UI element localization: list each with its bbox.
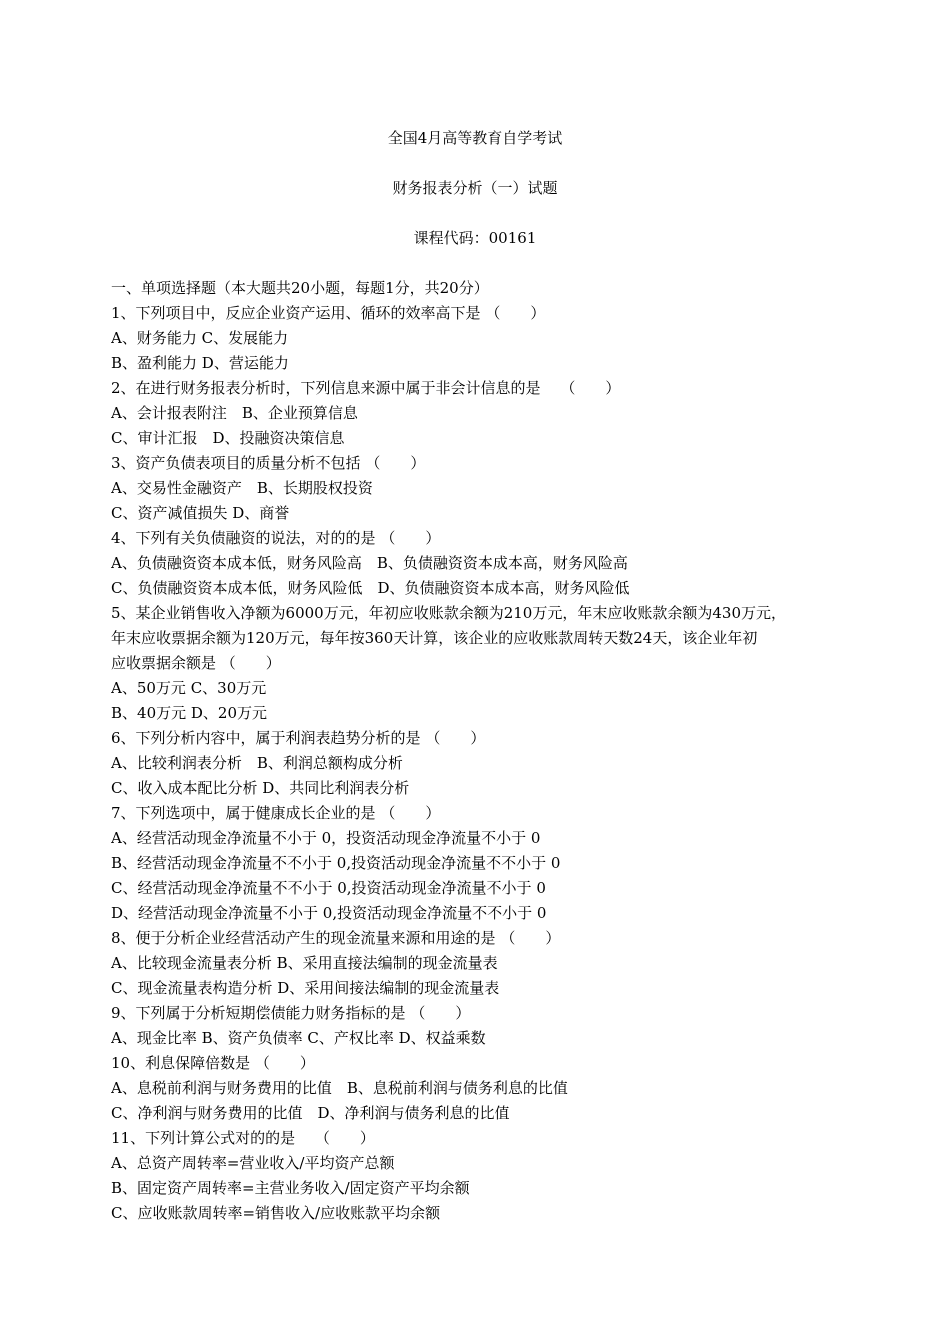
text-line: 9、下列属于分析短期偿债能力财务指标的是 （ ）	[111, 1004, 471, 1022]
text-line: 8、便于分析企业经营活动产生的现金流量来源和用途的是 （ ）	[111, 929, 561, 947]
text-line: A、50万元 C、30万元	[111, 679, 267, 697]
text-line: B、固定资产周转率=主营业务收入/固定资产平均余额	[111, 1179, 470, 1197]
text-line: 6、下列分析内容中，属于利润表趋势分析的是 （ ）	[111, 729, 486, 747]
text-line: C、现金流量表构造分析 D、采用间接法编制的现金流量表	[111, 979, 500, 997]
text-line: A、财务能力 C、发展能力	[111, 329, 289, 347]
text-line: A、经营活动现金净流量不小于 0，投资活动现金净流量不小于 0	[111, 829, 541, 847]
text-line: A、会计报表附注 B、企业预算信息	[111, 404, 358, 422]
text-line: C、审计汇报 D、投融资决策信息	[111, 429, 345, 447]
exam-questions	[111, 276, 871, 1226]
text-line: A、现金比率 B、资产负债率 C、产权比率 D、权益乘数	[111, 1029, 486, 1047]
text-line: 1、下列项目中，反应企业资产运用、循环的效率高下是 （ ）	[111, 304, 546, 322]
text-line: C、资产减值损失 D、商誉	[111, 504, 290, 522]
text-line: A、负债融资资本成本低，财务风险高 B、负债融资资本成本高，财务风险高	[111, 554, 628, 572]
text-line: B、40万元 D、20万元	[111, 704, 267, 722]
text-line: A、比较利润表分析 B、利润总额构成分析	[111, 754, 403, 772]
text-line: 11、下列计算公式对的的是 （ ）	[111, 1129, 375, 1147]
text-line: B、盈利能力 D、营运能力	[111, 354, 289, 372]
text-line: B、经营活动现金净流量不不小于 0,投资活动现金净流量不不小于 0	[111, 854, 561, 872]
text-line: C、负债融资资本成本低，财务风险低 D、负债融资资本成本高，财务风险低	[111, 579, 630, 597]
text-line: C、收入成本配比分析 D、共同比利润表分析	[111, 779, 410, 797]
text-line: A、比较现金流量表分析 B、采用直接法编制的现金流量表	[111, 954, 498, 972]
text-line: C、净利润与财务费用的比值 D、净利润与债务利息的比值	[111, 1104, 510, 1122]
text-line: 应收票据余额是 （ ）	[111, 654, 281, 672]
text-line: 5、某企业销售收入净额为6000万元，年初应收账款余额为210万元，年末应收账款余额为430万元，	[111, 604, 786, 622]
text-line: D、经营活动现金净流量不小于 0,投资活动现金净流量不不小于 0	[111, 904, 547, 922]
text-line: 一、单项选择题（本大题共20小题，每题1分，共20分）	[111, 279, 489, 297]
text-line: A、息税前利润与财务费用的比值 B、息税前利润与债务利息的比值	[111, 1079, 568, 1097]
text-line: C、经营活动现金净流量不不小于 0,投资活动现金净流量不小于 0	[111, 879, 546, 897]
text-line: C、应收账款周转率=销售收入/应收账款平均余额	[111, 1204, 441, 1222]
document-title: 全国4月高等教育自学考试	[387, 129, 563, 147]
text-line: 7、下列选项中，属于健康成长企业的是 （ ）	[111, 804, 441, 822]
document-subtitle: 财务报表分析（一）试题	[392, 179, 558, 197]
text-line: 4、下列有关负债融资的说法，对的的是 （ ）	[111, 529, 441, 547]
text-line: 2、在进行财务报表分析时，下列信息来源中属于非会计信息的是 （ ）	[111, 379, 621, 397]
text-line: A、交易性金融资产 B、长期股权投资	[111, 479, 373, 497]
text-line: 年末应收票据余额为120万元，每年按360天计算，该企业的应收账款周转天数24天，该企业年初	[111, 629, 758, 647]
text-line: A、总资产周转率=营业收入/平均资产总额	[111, 1154, 395, 1172]
text-line: 10、利息保障倍数是 （ ）	[111, 1054, 315, 1072]
course-code: 课程代码：00161	[413, 229, 537, 247]
text-line: 3、资产负债表项目的质量分析不包括 （ ）	[111, 454, 426, 472]
